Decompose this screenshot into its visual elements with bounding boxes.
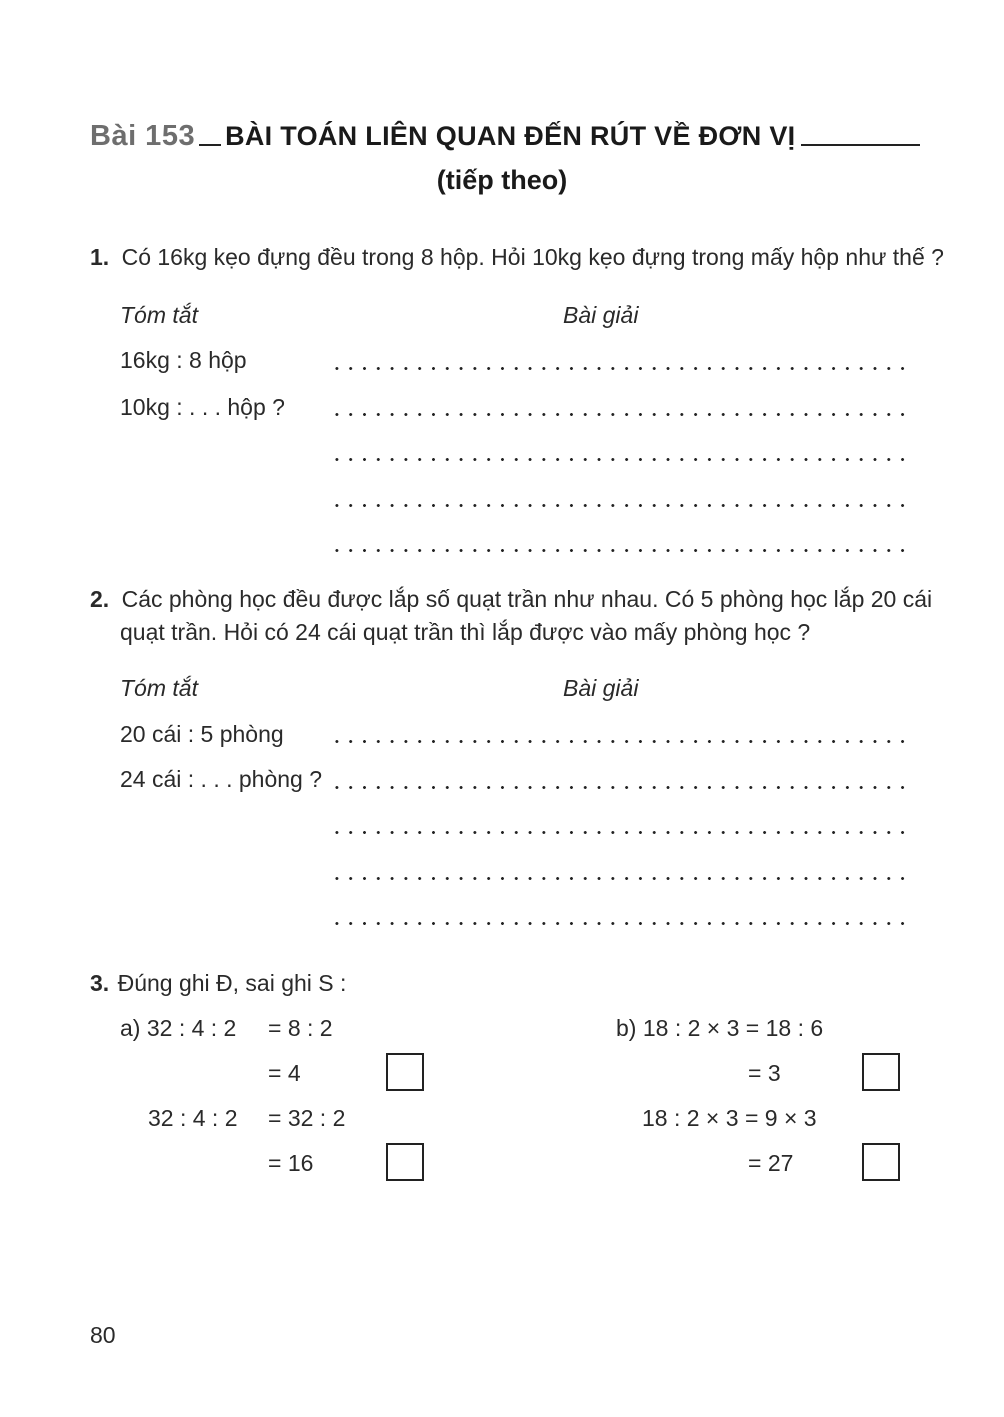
part-a-line-1-left: a) 32 : 4 : 2 <box>120 1015 237 1041</box>
part-b-line-2: = 3 <box>748 1060 781 1086</box>
problem-2-text-line-1: Các phòng học đều được lắp số quạt trần như nhau. Có 5 phòng học lắp 20 cái <box>121 586 933 612</box>
part-a-answer-box-1[interactable] <box>386 1053 424 1091</box>
lesson-header <box>90 116 920 156</box>
problem-3-number: 3. <box>90 970 110 996</box>
part-a-answer-box-2[interactable] <box>386 1143 424 1181</box>
problem-2-answer-line-3[interactable] <box>330 831 912 834</box>
problem-2-solution-label: Bài giải <box>563 675 639 701</box>
part-a-line-3-left: 32 : 4 : 2 <box>148 1105 238 1131</box>
lesson-subtitle: (tiếp theo) <box>436 165 568 195</box>
problem-1-answer-line-1[interactable] <box>330 367 912 370</box>
problem-1-answer-line-5[interactable] <box>330 549 912 552</box>
problem-1-solution-label: Bài giải <box>563 302 639 328</box>
part-a-line-3-right: = 32 : 2 <box>268 1105 346 1131</box>
part-a-line-2: = 4 <box>268 1060 301 1086</box>
lesson-number: Bài 153 <box>90 119 196 152</box>
part-b-line-1: b) 18 : 2 × 3 = 18 : 6 <box>616 1015 824 1041</box>
problem-2-number: 2. <box>90 586 110 612</box>
title-dash <box>199 144 221 146</box>
part-a-line-1-right: = 8 : 2 <box>268 1015 333 1041</box>
problem-2-answer-line-1[interactable] <box>330 740 912 743</box>
problem-1-summary-line-2: 10kg : . . . hộp ? <box>120 394 285 420</box>
problem-1 <box>90 244 944 271</box>
part-a-line-4: = 16 <box>268 1150 314 1176</box>
problem-3 <box>90 970 346 997</box>
problem-1-answer-line-3[interactable] <box>330 458 912 461</box>
problem-1-summary-label: Tóm tắt <box>120 302 198 328</box>
problem-2-summary-line-1: 20 cái : 5 phòng <box>120 721 284 747</box>
title-rule <box>801 144 920 146</box>
lesson-title: BÀI TOÁN LIÊN QUAN ĐẾN RÚT VỀ ĐƠN VỊ <box>225 120 796 151</box>
problem-1-number: 1. <box>90 244 110 270</box>
problem-2-summary-label: Tóm tắt <box>120 675 198 701</box>
problem-2-answer-line-4[interactable] <box>330 877 912 880</box>
problem-1-answer-line-4[interactable] <box>330 504 912 507</box>
problem-1-answer-line-2[interactable] <box>330 413 912 416</box>
problem-2-text-line-2: quạt trần. Hỏi có 24 cái quạt trần thì lắp được vào mấy phòng học ? <box>120 619 811 645</box>
problem-3-text: Đúng ghi Đ, sai ghi S : <box>117 970 347 996</box>
page-number: 80 <box>90 1322 116 1348</box>
part-b-line-3: 18 : 2 × 3 = 9 × 3 <box>642 1105 817 1131</box>
problem-2 <box>90 586 932 613</box>
problem-1-summary-line-1: 16kg : 8 hộp <box>120 347 247 373</box>
problem-1-text: Có 16kg kẹo đựng đều trong 8 hộp. Hỏi 10kg kẹo đựng trong mấy hộp như thế ? <box>121 244 944 270</box>
problem-2-summary-line-2: 24 cái : . . . phòng ? <box>120 766 323 792</box>
problem-2-answer-line-5[interactable] <box>330 922 912 925</box>
part-b-answer-box-1[interactable] <box>862 1053 900 1091</box>
part-b-answer-box-2[interactable] <box>862 1143 900 1181</box>
problem-2-answer-line-2[interactable] <box>330 786 912 789</box>
part-b-line-4: = 27 <box>748 1150 794 1176</box>
